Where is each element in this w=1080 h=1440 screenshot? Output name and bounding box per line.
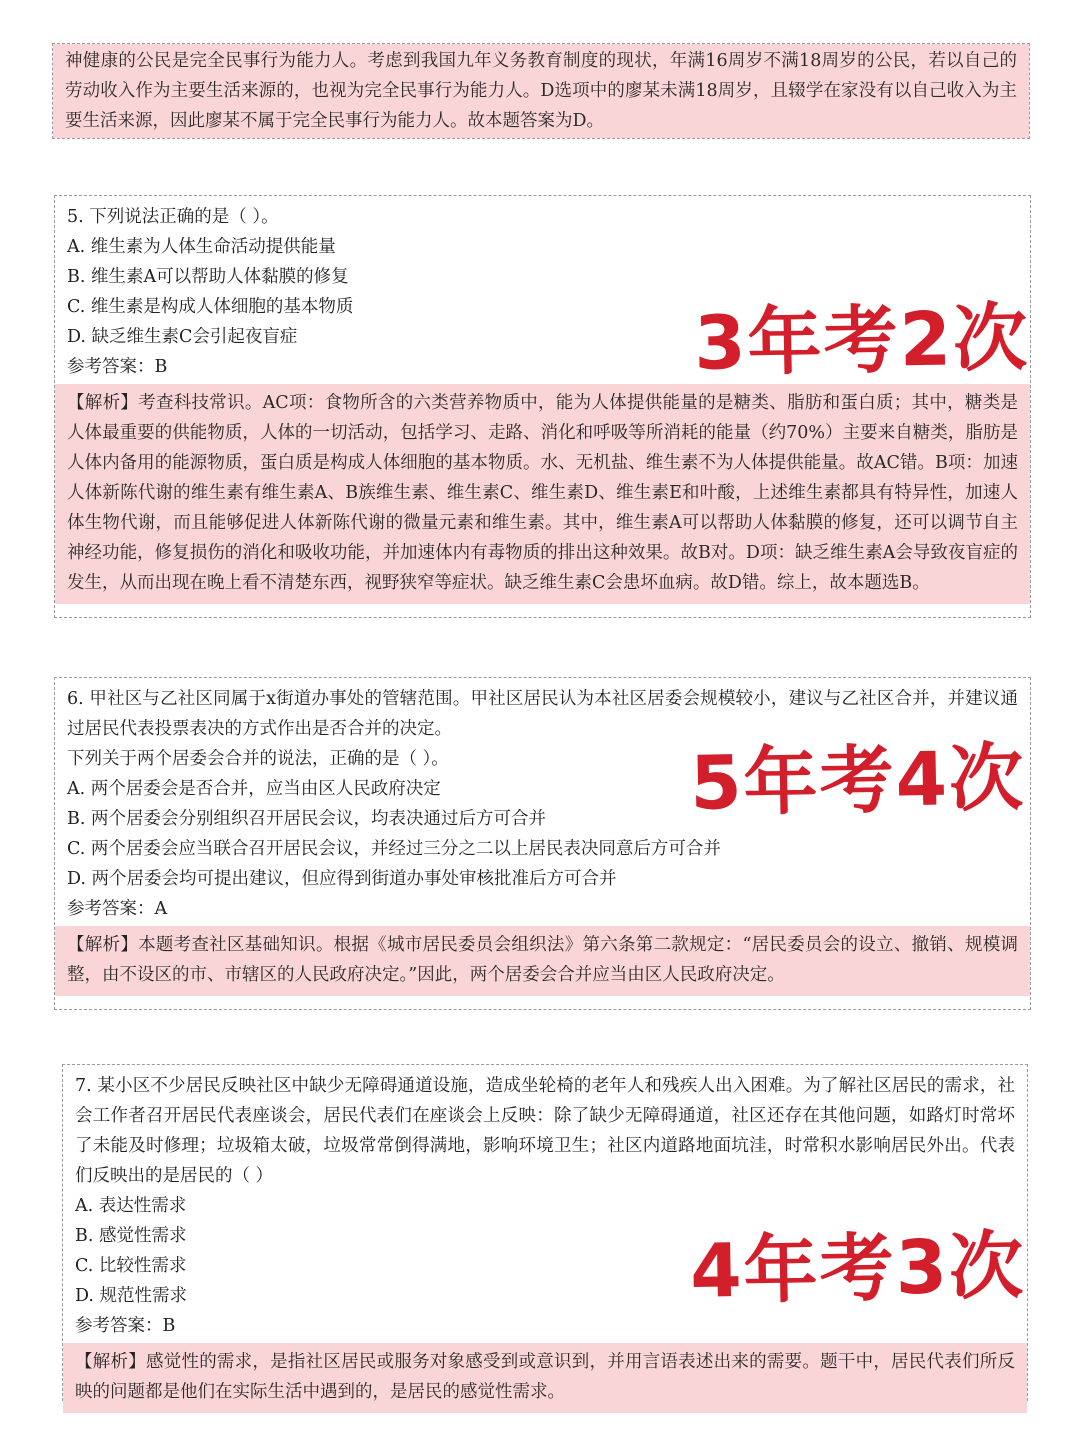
question-6-option-b: B. 两个居委会分别组织召开居民会议，均表决通过后方可合并: [67, 809, 546, 829]
question-7-option-b: B. 感觉性需求: [75, 1226, 187, 1246]
question-5-answer: 参考答案：B: [67, 357, 168, 377]
question-6-frequency-stamp: 5年考4次: [689, 735, 1026, 827]
question-5-option-a: A. 维生素为人体生命活动提供能量: [67, 237, 336, 257]
question-5-option-c: C. 维生素是构成人体细胞的基本物质: [67, 297, 354, 317]
question-5-stem: 5. 下列说法正确的是（ ）。: [67, 207, 279, 227]
question-5-analysis: [55, 384, 1030, 604]
question-7-analysis-tag: 【解析】: [75, 1352, 146, 1372]
question-6-analysis-text: 本题考查社区基础知识。根据《城市居民委员会组织法》第六条第二款规定：“居民委员会的设立、撤销、规模调整，由不设区的市、市辖区的人民政府决定。”因此，两个居委会合并应当由区人民政府决定。: [67, 935, 1019, 985]
question-5-analysis-tag: 【解析】: [67, 393, 139, 413]
question-7-option-c: C. 比较性需求: [75, 1256, 187, 1276]
question-7-analysis: [63, 1343, 1027, 1413]
question-5-analysis-text: 考查科技常识。AC项：食物所含的六类营养物质中，能为人体提供能量的是糖类、脂肪和蛋白质；其中，糖类是人体最重要的供能物质，人体的一切活动，包括学习、走路、消化和呼吸等所消耗的能量（约70%）主要来自糖类，脂肪是人体内备用的能源物质，蛋白质是构成人体细胞的基本物质。水、无机盐、维生素不为人体提供能量。故AC错。B项：加速人体新陈代谢的维生素有维生素A、B族维生素、维生素C、维生素D、维生素E和叶酸，上述维生素都具有特异性，加速人体生物代谢，而且能够促进人体新陈代谢的微量元素和维生素。其中，维生素A可以帮助人体黏膜的修复，还可以调节自主神经功能，修复损伤的消化和吸收功能，并加速体内有毒物质的排出这种效果。故B对。D项：缺乏维生素A会导致夜盲症的发生，从而出现在晚上看不清楚东西，视野狭窄等症状。缺乏维生素C会患坏血病。故D错。综上，故本题选B。: [67, 393, 1018, 593]
prev-analysis-text: 神健康的公民是完全民事行为能力人。考虑到我国九年义务教育制度的现状，年满16周岁不满18周岁的公民，若以自己的劳动收入作为主要生活来源的，也视为完全民事行为能力人。D选项中的廖某未满18周岁，且辍学在家没有以自己收入为主要生活来源，因此廖某不属于完全民事行为能力人。故本题答案为D。: [53, 44, 1029, 138]
question-7-option-a: A. 表达性需求: [75, 1196, 187, 1216]
question-7-stem: 7. 某小区不少居民反映社区中缺少无障碍通道设施，造成坐轮椅的老年人和残疾人出入困难。为了解社区居民的需求，社会工作者召开居民代表座谈会，居民代表们在座谈会上反映：除了缺少无障碍通道，社区还存在其他问题，如路灯时常坏了未能及时修理；垃圾箱太破，垃圾常常倒得满地，影响环境卫生；社区内道路地面坑洼，时常积水影响居民外出。代表们反映出的是居民的（ ）: [75, 1076, 1015, 1186]
question-5-card: [54, 195, 1031, 618]
question-6-analysis: [55, 926, 1030, 996]
question-6-option-c: C. 两个居委会应当联合召开居民会议，并经过三分之二以上居民表决同意后方可合并: [67, 839, 721, 859]
question-6-answer: 参考答案：A: [67, 899, 168, 919]
question-7-frequency-stamp: 4年考3次: [689, 1223, 1026, 1315]
question-7-option-d: D. 规范性需求: [75, 1286, 188, 1306]
question-6-option-d: D. 两个居委会均可提出建议，但应得到街道办事处审核批准后方可合并: [67, 869, 617, 889]
question-6-option-a: A. 两个居委会是否合并，应当由区人民政府决定: [67, 779, 441, 799]
question-5-frequency-stamp: 3年考2次: [693, 295, 1030, 387]
question-5-option-d: D. 缺乏维生素C会引起夜盲症: [67, 327, 298, 347]
prev-analysis-box: [52, 43, 1030, 139]
question-7-answer: 参考答案：B: [75, 1316, 176, 1336]
question-5-option-b: B. 维生素A可以帮助人体黏膜的修复: [67, 267, 349, 287]
question-7-analysis-text: 感觉性的需求，是指社区居民或服务对象感受到或意识到，并用言语表述出来的需要。题干中，居民代表们所反映的问题都是他们在实际生活中遇到的，是居民的感觉性需求。: [75, 1352, 1016, 1402]
question-6-analysis-tag: 【解析】: [67, 935, 139, 955]
question-6-stem: 6. 甲社区与乙社区同属于x街道办事处的管辖范围。甲社区居民认为本社区居委会规模较小，建议与乙社区合并，并建议通过居民代表投票表决的方式作出是否合并的决定。: [67, 689, 1018, 739]
question-6-stem-2: 下列关于两个居委会合并的说法，正确的是（ ）。: [67, 749, 449, 769]
